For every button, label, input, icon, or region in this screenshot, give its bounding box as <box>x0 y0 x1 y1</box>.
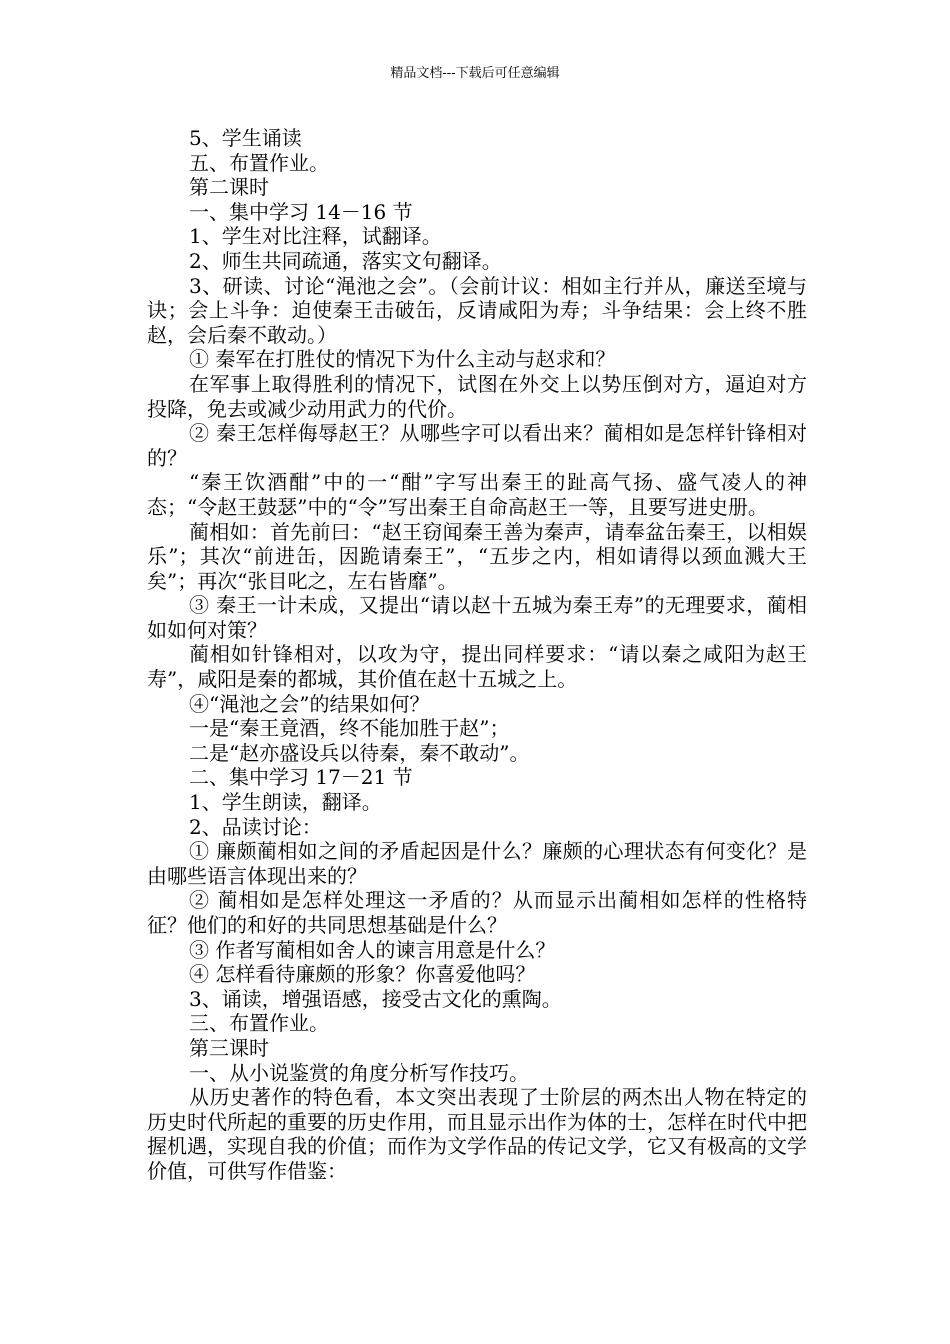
question-4: ④“渑池之会”的结果如何？ <box>189 691 430 716</box>
paragraph-recite-culture: 3、诵读，增强语感，接受古文化的熏陶。 <box>189 986 562 1011</box>
paragraph-discussion: 2、品读讨论： <box>189 814 322 839</box>
answer-3: 蔺相如针锋相对，以攻为守，提出同样要求：“请以秦之咸阳为赵王寿”，咸阳是秦的都城，其价值在赵十五城之上。 <box>147 642 807 692</box>
answer-4b: 二是“赵亦盛设兵以待秦，秦不敢动”。 <box>189 740 530 765</box>
answer-4a: 一是“秦王竟酒，终不能加胜于赵”； <box>189 716 510 741</box>
answer-2a: “秦王饮酒酣”中的一“酣”字写出秦王的趾高气扬、盛气凌人的神态；“令赵王鼓瑟”中的“令”写出秦王自命高赵王一等，且要写进史册。 <box>147 470 807 519</box>
discussion-question-1: ① 廉颇蔺相如之间的矛盾起因是什么？廉颇的心理状态有何变化？是由哪些语言体现出来的？ <box>147 839 807 888</box>
discussion-question-2: ② 蔺相如是怎样处理这一矛盾的？从而显示出蔺相如怎样的性格特征？他们的和好的共同思想基础是什么？ <box>147 888 807 937</box>
page-header: 精品文档---下载后可任意编辑 <box>390 66 560 81</box>
answer-2b: 蔺相如：首先前曰：“赵王窃闻秦王善为秦声，请奉盆缶秦王，以相娱乐”；其次“前进缶，因跪请秦王”，“五步之内，相如请得以颈血溅大王矣”；再次“张目叱之，左右皆靡”。 <box>147 519 807 593</box>
paragraph-mianchi-discussion: 3、研读、讨论“渑池之会”。（会前计议：相如主行并从，廉送至境与诀；会上斗争：迫使秦王击破缶，反请咸阳为寿；斗争结果：会上终不胜赵，会后秦不敢动。） <box>147 273 807 347</box>
section-lesson-2-title: 第二课时 <box>189 175 269 200</box>
discussion-question-4: ④ 怎样看待廉颇的形象？你喜爱他吗？ <box>189 962 536 987</box>
document-body <box>147 126 807 1184</box>
section-lesson-3-title: 第三课时 <box>189 1035 269 1060</box>
paragraph-translate: 1、学生对比注释，试翻译。 <box>189 224 442 249</box>
question-1: ① 秦军在打胜仗的情况下为什么主动与赵求和？ <box>189 347 616 372</box>
paragraph-recite: 5、学生诵读 <box>189 126 302 150</box>
paragraph-read-aloud: 1、学生朗读，翻译。 <box>189 790 382 815</box>
section-study-14-16: 一、集中学习 14－16 节 <box>189 199 413 224</box>
discussion-question-3: ③ 作者写蔺相如舍人的谏言用意是什么？ <box>189 937 556 962</box>
paragraph-co-review: 2、师生共同疏通，落实文句翻译。 <box>189 248 502 273</box>
section-writing-analysis: 一、从小说鉴赏的角度分析写作技巧。 <box>189 1060 529 1085</box>
paragraph-history-features: 从历史著作的特色看，本文突出表现了士阶层的两杰出人物在特定的历史时代所起的重要的历史作用，而且显示出作为体的士，怎样在时代中把握机遇，实现自我的价值；而作为文学作品的传记文学，它又有极高的文学价值，可供写作借鉴： <box>147 1085 807 1183</box>
answer-1: 在军事上取得胜利的情况下，试图在外交上以势压倒对方，逼迫对方投降，免去或减少动用武力的代价。 <box>147 371 807 421</box>
question-3: ③ 秦王一计未成，又提出“请以赵十五城为秦王寿”的无理要求，蔺相如如何对策？ <box>147 593 807 642</box>
section-study-17-21: 二、集中学习 17－21 节 <box>189 765 413 790</box>
paragraph-homework-1: 五、布置作业。 <box>189 150 329 175</box>
paragraph-homework-2: 三、布置作业。 <box>189 1011 329 1036</box>
question-2: ② 秦王怎样侮辱赵王？从哪些字可以看出来？蔺相如是怎样针锋相对的？ <box>147 421 807 470</box>
